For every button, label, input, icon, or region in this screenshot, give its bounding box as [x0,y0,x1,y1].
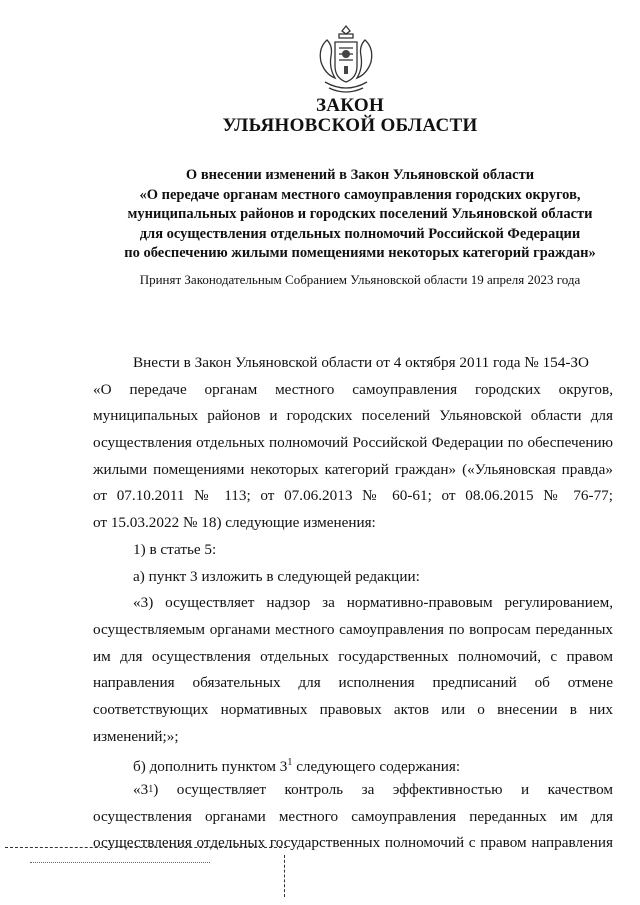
body-line: изменений;»; [93,727,179,745]
subject-line: О внесении изменений в Закон Ульяновской области [185,167,535,183]
body-fragment: б) дополнить пунктом 3 [133,758,288,776]
superscript: 1 [287,757,293,769]
superscript: 1 [148,784,154,795]
body-line: соответствующих нормативных правовых актов или о внесении в них [93,700,613,718]
law-subject [90,166,630,264]
body-line: направления обязательных для исполнения предписаний об отмене [93,674,613,692]
subject-line: для осуществления отдельных полномочий Российской Федерации [139,225,581,242]
subject-line: муниципальных районов и городских поселений Ульяновской области [127,206,593,222]
body-line: Внести в Закон Ульяновской области от 4 октября 2011 года № 154-ЗО [133,354,589,371]
body-line: жилыми помещениями некоторых категорий граждан» («Ульяновская правда» [93,460,613,478]
body-line [93,750,613,777]
body-line: муниципальных районов и городских поселений Ульяновской области для [93,407,613,425]
body-line: 1) в статье 5: [133,540,217,558]
body-line: от 15.03.2022 № 18) следующие изменения: [93,514,376,532]
body-line: «3) осуществляет надзор за нормативно-правовым регулированием, [133,594,613,612]
body-fragment: «3 [133,781,149,798]
subject-line: по обеспечению жилыми помещениями некоторых категорий граждан» [124,245,596,261]
law-title-line-1: ЗАКОН [315,95,385,116]
body-line: осуществления отдельных государственных полномочий с правом направления [93,834,613,852]
footer-vertical-rule [284,855,285,897]
body-fragment: ) осуществляет контроль за эффективностью и качеством [153,781,613,798]
body-line: а) пункт 3 изложить в следующей редакции: [133,567,420,585]
law-body [93,350,613,857]
subject-line: «О передаче органам местного самоуправления городских округов, [139,186,581,203]
body-line: им для осуществления отдельных государственных полномочий, с правом [93,647,613,665]
adoption-note: Принят Законодательным Собранием Ульяновской области 19 апреля 2023 года [139,272,581,287]
body-line [93,777,613,804]
footer-dotted-rule [30,862,210,863]
body-line: осуществления отдельных полномочий Российской Федерации по обеспечению [93,434,613,452]
body-line: от 07.10.2011 № 113; от 07.06.2013 № 60-61; от 08.06.2015 № 76-77; [93,487,613,505]
body-fragment: следующего содержания: [296,758,461,776]
body-line: «О передаче органам местного самоуправления городских округов, [93,380,613,398]
body-line: осуществления органами местного самоуправления переданных им для [93,807,613,825]
footer-dashed-rule [5,847,287,848]
body-line: осуществляемым органами местного самоуправления по вопросам переданных [93,620,613,638]
coat-of-arms-icon [315,22,377,96]
law-title-line-2: УЛЬЯНОВСКОЙ ОБЛАСТИ [222,115,478,136]
